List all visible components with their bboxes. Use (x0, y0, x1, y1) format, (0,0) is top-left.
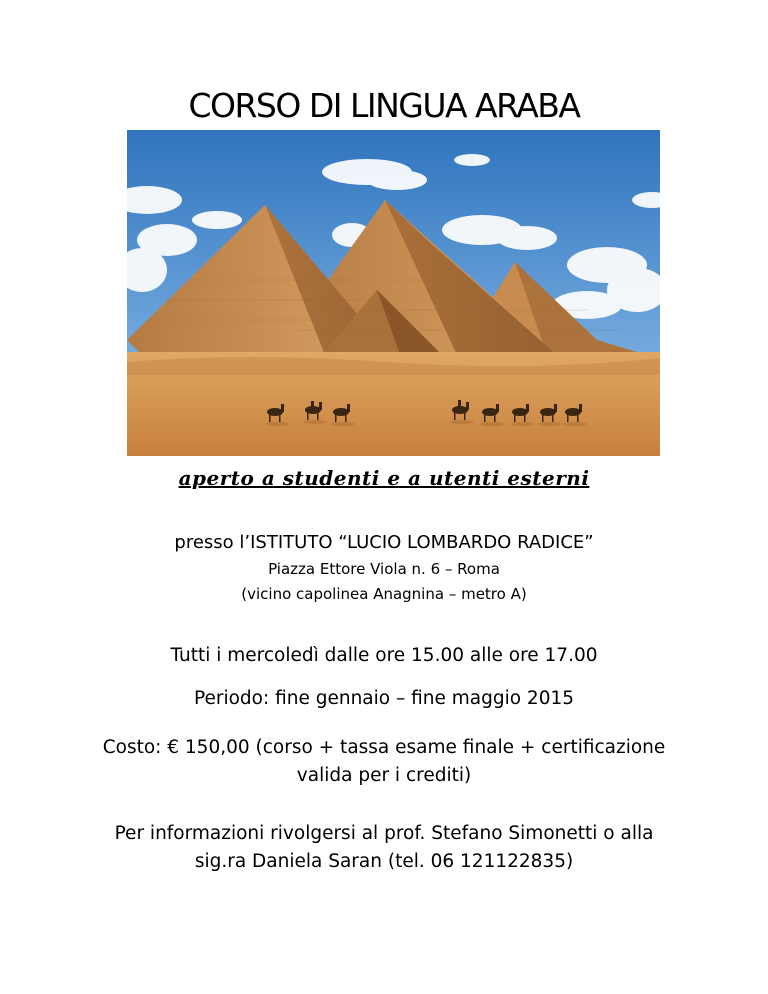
flyer-title: CORSO DI LINGUA ARABA (188, 86, 580, 125)
schedule-period: Periodo: fine gennaio – fine maggio 2015 (193, 688, 575, 709)
audience-subtitle: aperto a studenti e a utenti esterni (178, 466, 590, 490)
cost-line-2: valida per i crediti) (296, 765, 472, 786)
schedule-days: Tutti i mercoledì dalle ore 15.00 alle ore 17.00 (170, 645, 598, 666)
institute-line: presso l’ISTITUTO “LUCIO LOMBARDO RADICE” (174, 532, 594, 553)
cost-line-1: Costo: € 150,00 (corso + tassa esame finale + certificazione (102, 737, 666, 758)
address-line: Piazza Ettore Viola n. 6 – Roma (268, 560, 500, 578)
info-line-2: sig.ra Daniela Saran (tel. 06 121122835) (194, 851, 574, 872)
info-line-1: Per informazioni rivolgersi al prof. Stefano Simonetti o alla (114, 823, 654, 844)
pyramids-photo (127, 130, 660, 456)
address-note: (vicino capolinea Anagnina – metro A) (241, 585, 527, 603)
